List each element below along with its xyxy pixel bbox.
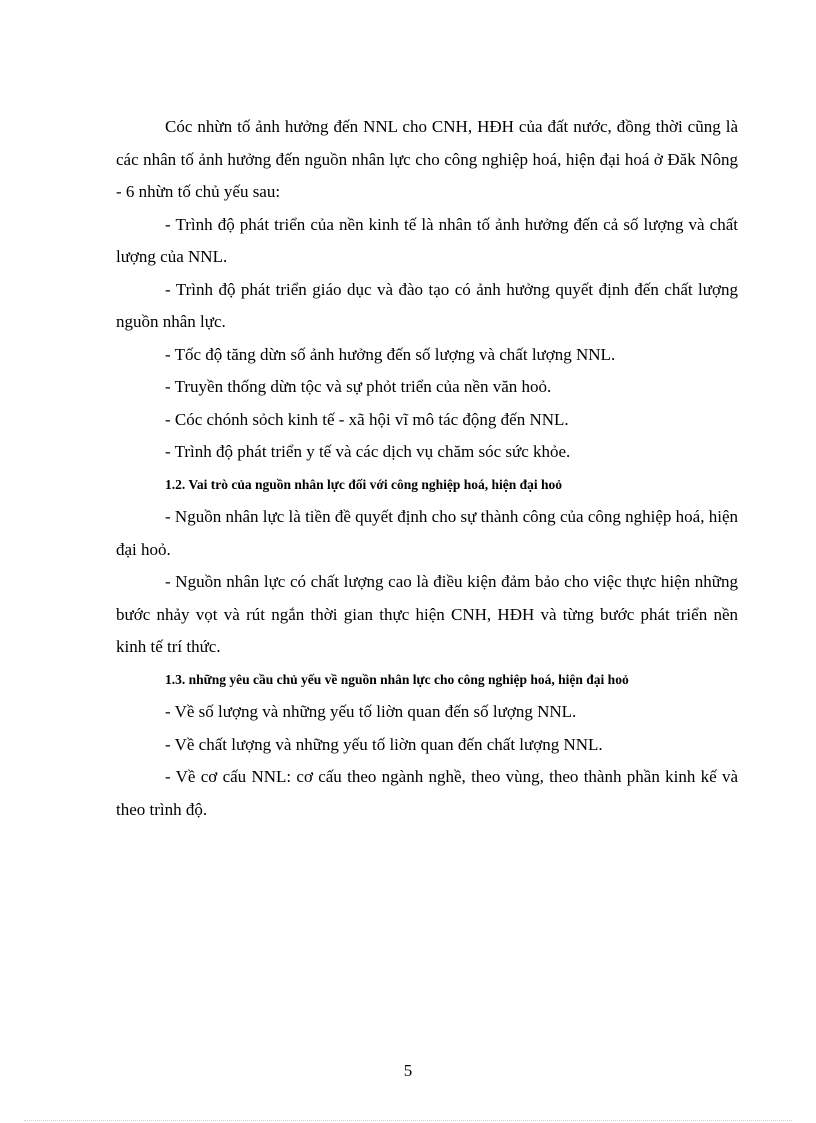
paragraph-intro: Cóc nhừn tố ảnh hưởng đến NNL cho CNH, HĐH của đất nước, đồng thời cũng là các nhân tố ảnh hưởng đến nguồn nhân lực cho công nghiệp hoá, hiện đại hoá ở Đăk Nông - 6 nhừn tố chủ yếu sau: [116,117,738,201]
list-item-population: - Tốc độ tăng dừn số ảnh hưởng đến số lượng và chất lượng NNL. [165,344,616,364]
list-item-education: - Trình độ phát triển giáo dục và đào tạo có ảnh hưởng quyết định đến chất lượng nguồn nhân lực. [116,279,738,331]
list-item-health: - Trình độ phát triển y tế và các dịch vụ chăm sóc sức khỏe. [165,442,571,461]
section-heading-1-2: 1.2. Vai trò của nguồn nhân lực đối với công nghiệp hoá, hiện đại hoỏ [165,476,563,492]
list-item-quantity: - Về số lượng và những yếu tố liờn quan đến số lượng NNL. [165,702,577,721]
page-number: 5 [403,1061,413,1080]
list-item-quality: - Về chất lượng và những yếu tố liờn quan đến chất lượng NNL. [165,734,603,754]
list-item-quality-condition: - Nguồn nhân lực có chất lượng cao là điều kiện đảm bảo cho việc thực hiện những bước nhảy vọt và rút ngắn thời gian thực hiện CNH, HĐH và từng bước phát triển nền kinh tế trí thức. [116,572,738,656]
body-text [116,111,738,826]
list-item-policy: - Cóc chónh sỏch kinh tế - xã hội vĩ mô tác động đến NNL. [165,409,569,429]
section-heading-1-3: 1.3. những yêu cầu chủ yếu về nguồn nhân lực cho công nghiệp hoá, hiện đại hoỏ [165,671,629,687]
footer-divider [24,1120,792,1121]
list-item-economy: - Trình độ phát triển của nền kinh tế là nhân tố ảnh hưởng đến cả số lượng và chất lượng của NNL. [116,214,738,266]
list-item-tradition: - Truyền thống dừn tộc và sự phỏt triển của nền văn hoỏ. [165,377,552,396]
list-item-premise: - Nguồn nhân lực là tiền đề quyết định cho sự thành công của công nghiệp hoá, hiện đại hoỏ. [116,507,738,559]
list-item-structure: - Về cơ cấu NNL: cơ cấu theo ngành nghề, theo vùng, theo thành phần kinh kế và theo trình độ. [116,767,738,819]
